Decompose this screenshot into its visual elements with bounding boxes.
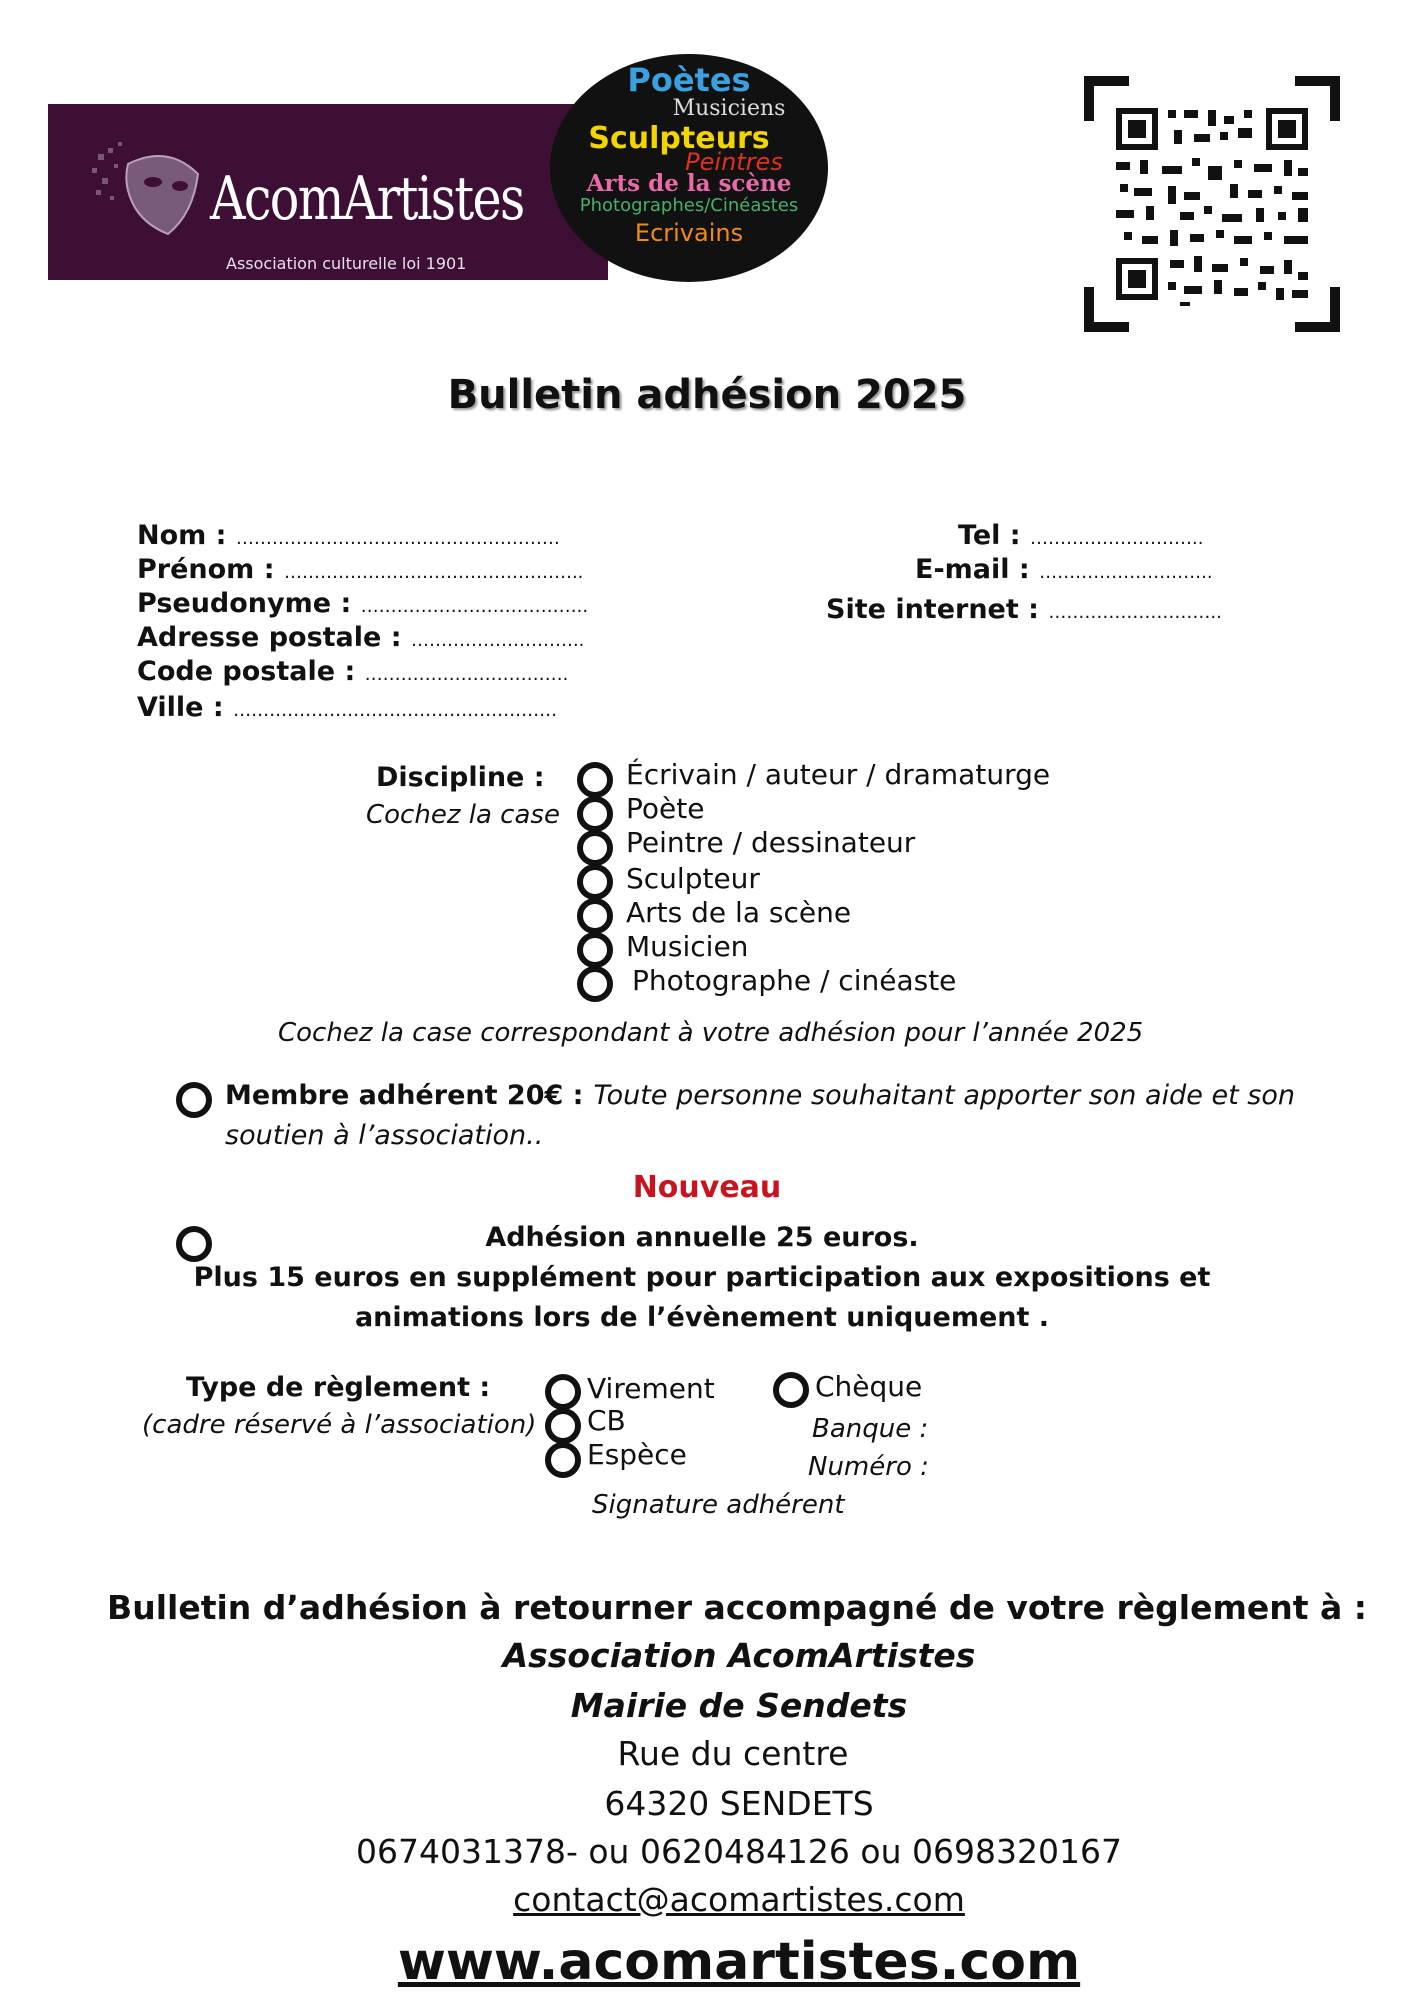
discipline-option: Écrivain / auteur / dramaturge (626, 758, 1051, 791)
circle-word: Peintres (685, 148, 783, 176)
brand-name: AcomArtistes (210, 164, 524, 234)
field-label: Tel : (958, 520, 1021, 551)
payment-option: CB (587, 1404, 626, 1437)
field-label: Nom : (137, 520, 227, 551)
field-tel[interactable] (958, 520, 1203, 551)
field-code-postale[interactable] (137, 656, 568, 687)
field-dots: ……………………………. (364, 664, 569, 685)
new-offer-line: Adhésion annuelle 25 euros. (485, 1222, 919, 1253)
discipline-option: Musicien (626, 930, 749, 963)
discipline-checkbox[interactable] (577, 796, 613, 832)
field-dots: ……………………………………………… (235, 528, 560, 549)
field-dots: ……………………….. (1030, 528, 1204, 549)
member-desc-2: soutien à l’association.. (225, 1120, 544, 1151)
new-badge: Nouveau (632, 1170, 782, 1205)
discipline-label: Discipline : (376, 762, 545, 793)
field-label: Ville : (137, 692, 224, 723)
field-ville[interactable] (137, 692, 557, 723)
field-dots: ……………………….. (1048, 602, 1222, 623)
brand-subtitle: Association culturelle loi 1901 (226, 254, 467, 273)
circle-word: Ecrivains (634, 219, 744, 247)
number-label: Numéro : (808, 1452, 929, 1482)
cheque-option: Chèque (815, 1370, 923, 1403)
field-label: Code postale : (137, 656, 356, 687)
discipline-hint: Cochez la case (366, 800, 560, 830)
circle-word: Photographes/Cinéastes (579, 195, 799, 216)
circle-word: Arts de la scène (586, 170, 792, 197)
bank-label: Banque : (812, 1414, 929, 1444)
field-label: Prénom : (137, 554, 275, 585)
payment-checkbox[interactable] (545, 1408, 581, 1444)
cheque-checkbox[interactable] (773, 1372, 809, 1408)
discipline-checkbox[interactable] (577, 864, 613, 900)
field-nom[interactable] (137, 520, 560, 551)
payment-hint: (cadre réservé à l’association) (142, 1410, 537, 1440)
field-dots: ……………………….. (1039, 562, 1213, 583)
circle-word: Poètes (627, 61, 751, 99)
new-offer-text (0, 1218, 1404, 1338)
field-dots: ……………………………………………… (233, 700, 558, 721)
field-label: Adresse postale : (137, 622, 402, 653)
discipline-option: Arts de la scène (626, 896, 852, 929)
field-pseudonyme[interactable] (137, 588, 588, 619)
new-offer-line: Plus 15 euros en supplément pour participation aux expositions et (193, 1262, 1211, 1293)
new-offer-line: animations lors de l’évènement uniquement . (354, 1302, 1050, 1333)
member-desc: Toute personne souhaitant apporter son aide et son (593, 1080, 1295, 1111)
discipline-option: Sculpteur (626, 862, 760, 895)
footer-street: Rue du centre (617, 1734, 849, 1773)
discipline-option: Photographe / cinéaste (632, 964, 957, 997)
field-label: E-mail : (915, 554, 1030, 585)
field-label: Pseudonyme : (137, 588, 352, 619)
field-adresse-postale[interactable] (137, 622, 584, 653)
payment-label: Type de règlement : (186, 1372, 491, 1403)
footer-org: Association AcomArtistes (502, 1636, 976, 1675)
footer-website-link[interactable]: www.acomartistes.com (397, 1932, 1081, 1992)
field-dots: ……………………………….. (360, 596, 589, 617)
payment-option: Virement (587, 1372, 715, 1405)
discipline-checkbox[interactable] (577, 762, 613, 798)
discipline-checkbox[interactable] (577, 932, 613, 968)
field-site-internet[interactable] (826, 594, 1222, 625)
theatre-mask-icon (88, 134, 208, 244)
discipline-option: Peintre / dessinateur (626, 826, 916, 859)
membership-hint: Cochez la case correspondant à votre adhésion pour l’année 2025 (278, 1018, 1144, 1048)
discipline-checkbox[interactable] (577, 966, 613, 1002)
member-option (225, 1076, 1295, 1156)
payment-option: Espèce (587, 1438, 687, 1471)
page-title: Bulletin adhésion 2025 (447, 372, 967, 418)
circle-word: Sculpteurs (588, 121, 770, 156)
qr-code-icon[interactable] (1084, 76, 1340, 332)
footer-email-link[interactable]: contact@acomartistes.com (513, 1880, 965, 1919)
payment-checkbox[interactable] (545, 1442, 581, 1478)
field-prenom[interactable] (137, 554, 583, 585)
field-dots: ………………………………………….. (283, 562, 584, 583)
discipline-option: Poète (626, 792, 705, 825)
field-dots: ……………………….. (410, 630, 585, 651)
discipline-checkbox[interactable] (577, 830, 613, 866)
field-email[interactable] (915, 554, 1213, 585)
circle-word: Musiciens (672, 96, 786, 121)
member-checkbox[interactable] (176, 1082, 212, 1118)
payment-checkbox[interactable] (545, 1374, 581, 1410)
field-label: Site internet : (826, 594, 1039, 625)
footer-intro: Bulletin d’adhésion à retourner accompagné de votre règlement à : (107, 1588, 1367, 1627)
footer-city: 64320 SENDETS (604, 1784, 874, 1823)
disciplines-circle (550, 54, 828, 282)
member-label: Membre adhérent 20€ : (225, 1080, 584, 1111)
signature-label: Signature adhérent (592, 1490, 845, 1520)
discipline-checkbox[interactable] (577, 898, 613, 934)
logo-banner (48, 104, 608, 280)
footer-phones: 0674031378- ou 0620484126 ou 0698320167 (356, 1832, 1122, 1871)
footer-place: Mairie de Sendets (570, 1686, 908, 1725)
